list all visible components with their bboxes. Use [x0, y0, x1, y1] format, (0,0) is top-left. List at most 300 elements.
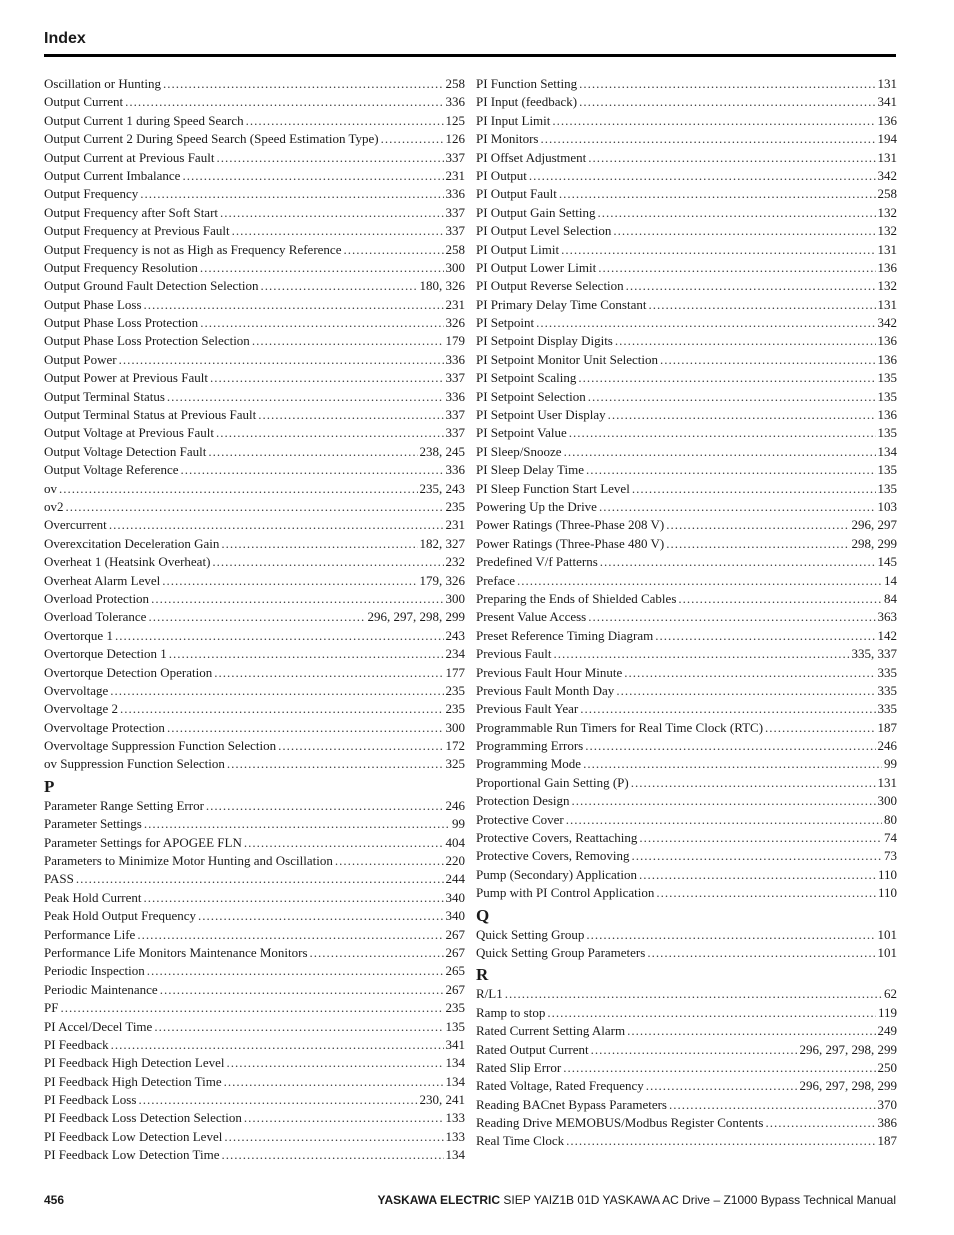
index-term: PI Feedback Low Detection Level: [44, 1128, 223, 1144]
index-entry: [44, 480, 465, 498]
index-entry: [44, 999, 465, 1017]
index-term: Programming Errors: [476, 738, 584, 754]
index-pages: 342: [877, 315, 897, 331]
index-pages: 335: [877, 682, 897, 698]
index-pages: 84: [884, 590, 897, 606]
index-column-right: [476, 75, 897, 1151]
index-pages: 131: [877, 241, 897, 257]
index-term: Rated Voltage, Rated Frequency: [476, 1078, 644, 1094]
index-entry: [44, 277, 465, 295]
leader-dots: [561, 241, 875, 259]
index-entry: [44, 1073, 465, 1091]
leader-dots: [586, 926, 875, 944]
leader-dots: [210, 369, 444, 387]
leader-dots: [140, 185, 443, 203]
leader-dots: [182, 167, 443, 185]
index-entry: [44, 1146, 465, 1164]
leader-dots: [109, 516, 444, 534]
index-entry: [476, 1041, 897, 1059]
index-pages: 179, 326: [419, 572, 465, 588]
index-entry: [476, 700, 897, 718]
leader-dots: [198, 907, 443, 925]
index-term: Previous Fault Year: [476, 701, 579, 717]
index-entry: [476, 944, 897, 962]
index-term: PI Output Reverse Selection: [476, 278, 624, 294]
leader-dots: [167, 388, 444, 406]
index-pages: 235: [445, 498, 465, 514]
index-pages: 132: [877, 204, 897, 220]
leader-dots: [598, 259, 875, 277]
index-term: Output Frequency after Soft Start: [44, 204, 219, 220]
leader-dots: [656, 884, 876, 902]
index-entry: [44, 664, 465, 682]
index-pages: 336: [445, 462, 465, 478]
index-pages: 131: [877, 76, 897, 91]
index-term: Proportional Gain Setting (P): [476, 774, 629, 790]
index-entry: [476, 185, 897, 203]
index-entry: [476, 664, 897, 682]
index-pages: 131: [877, 296, 897, 312]
index-entry: [476, 811, 897, 829]
index-term: Preset Reference Timing Diagram: [476, 627, 654, 643]
footer-doc-info: [378, 1193, 896, 1207]
index-entry: [476, 277, 897, 295]
leader-dots: [224, 1073, 444, 1091]
index-term: Output Phase Loss Protection: [44, 315, 199, 331]
index-term: Peak Hold Output Frequency: [44, 908, 197, 924]
leader-dots: [588, 388, 876, 406]
index-term: Reading BACnet Bypass Parameters: [476, 1096, 667, 1112]
index-term: PI Setpoint Value: [476, 425, 567, 441]
index-pages: 300: [445, 259, 465, 275]
leader-dots: [615, 332, 876, 350]
index-entry: [476, 480, 897, 498]
index-term: PI Feedback High Detection Level: [44, 1055, 225, 1071]
index-entry: [44, 590, 465, 608]
index-term: Output Frequency: [44, 186, 139, 202]
index-pages: 136: [877, 112, 897, 128]
index-pages: 133: [445, 1128, 465, 1144]
index-pages: 182, 327: [419, 535, 465, 551]
index-pages: 326: [445, 315, 465, 331]
leader-dots: [583, 755, 882, 773]
section-letter: Q: [476, 905, 490, 925]
index-term: ov2: [44, 498, 64, 514]
index-term: Protective Cover: [476, 811, 564, 827]
leader-dots: [505, 985, 882, 1003]
index-term: Output Power: [44, 351, 117, 367]
leader-dots: [244, 1109, 444, 1127]
index-term: PI Feedback Low Detection Time: [44, 1147, 220, 1163]
leader-dots: [579, 75, 875, 93]
index-pages: 296, 297: [851, 517, 897, 533]
index-pages: 110: [877, 885, 897, 901]
index-pages: 337: [445, 149, 465, 165]
leader-dots: [138, 1091, 417, 1109]
leader-dots: [660, 351, 876, 369]
index-pages: 235, 243: [419, 480, 465, 496]
index-term: PI Output Gain Setting: [476, 204, 596, 220]
index-term: Power Ratings (Three-Phase 480 V): [476, 535, 665, 551]
leader-dots: [216, 149, 443, 167]
leader-dots: [154, 1018, 443, 1036]
index-pages: 99: [452, 816, 465, 832]
index-pages: 267: [445, 926, 465, 942]
index-term: Overvoltage 2: [44, 701, 119, 717]
leader-dots: [765, 1114, 875, 1132]
index-entry: [44, 443, 465, 461]
index-entry: [44, 314, 465, 332]
leader-dots: [639, 829, 882, 847]
index-entry: [44, 870, 465, 888]
leader-dots: [258, 406, 443, 424]
index-pages: 298, 299: [851, 535, 897, 551]
index-term: PI Feedback Loss Detection Selection: [44, 1110, 242, 1126]
index-term: ov: [44, 480, 57, 496]
index-entry: [476, 1022, 897, 1040]
section-letter: P: [44, 776, 55, 796]
index-pages: 136: [877, 333, 897, 349]
leader-dots: [572, 792, 876, 810]
index-entry: [476, 516, 897, 534]
leader-dots: [578, 369, 875, 387]
index-pages: 337: [445, 407, 465, 423]
index-term: Output Current: [44, 94, 124, 110]
leader-dots: [627, 1022, 875, 1040]
leader-dots: [208, 443, 417, 461]
index-pages: 246: [445, 797, 465, 813]
index-term: Overtorque Detection 1: [44, 646, 167, 662]
index-term: ov Suppression Function Selection: [44, 756, 225, 772]
header-rule: [44, 54, 896, 57]
index-pages: 135: [877, 480, 897, 496]
index-pages: 386: [877, 1115, 897, 1131]
index-term: PI Sleep Delay Time: [476, 462, 584, 478]
leader-dots: [59, 480, 418, 498]
index-term: Real Time Clock: [476, 1133, 565, 1149]
leader-dots: [678, 590, 882, 608]
index-entry: [44, 204, 465, 222]
leader-dots: [144, 815, 450, 833]
index-entry: [476, 682, 897, 700]
index-entry: [44, 889, 465, 907]
index-entry: [44, 815, 465, 833]
index-entry: [476, 351, 897, 369]
index-entry: [476, 1096, 897, 1114]
index-pages: 231: [445, 296, 465, 312]
index-term: Overload Protection: [44, 590, 150, 606]
index-term: Output Phase Loss Protection Selection: [44, 333, 250, 349]
index-entry: [44, 222, 465, 240]
index-pages: 187: [877, 1133, 897, 1149]
index-entry: [476, 866, 897, 884]
index-entry: [44, 962, 465, 980]
index-term: PI Setpoint Selection: [476, 388, 586, 404]
leader-dots: [66, 498, 444, 516]
index-entry: [44, 981, 465, 999]
leader-dots: [260, 277, 417, 295]
index-entry: [44, 351, 465, 369]
leader-dots: [588, 149, 875, 167]
index-term: Overheat 1 (Heatsink Overheat): [44, 554, 211, 570]
index-pages: 232: [445, 554, 465, 570]
index-entry: [44, 944, 465, 962]
index-term: Peak Hold Current: [44, 889, 142, 905]
leader-dots: [600, 553, 876, 571]
index-term: Preface: [476, 572, 515, 588]
index-entry: [476, 792, 897, 810]
index-entry: [476, 222, 897, 240]
leader-dots: [244, 834, 444, 852]
index-pages: 249: [877, 1023, 897, 1039]
index-term: Output Frequency Resolution: [44, 259, 198, 275]
leader-dots: [143, 889, 443, 907]
index-term: Predefined V/f Patterns: [476, 554, 598, 570]
index-term: PI Output Level Selection: [476, 223, 612, 239]
leader-dots: [585, 737, 875, 755]
leader-dots: [666, 535, 849, 553]
index-entry: [44, 93, 465, 111]
index-pages: 342: [877, 167, 897, 183]
index-entry: [44, 1036, 465, 1054]
index-term: Pump (Secondary) Application: [476, 866, 638, 882]
index-entry: [44, 388, 465, 406]
leader-dots: [220, 204, 443, 222]
leader-dots: [647, 944, 875, 962]
leader-dots: [147, 962, 444, 980]
index-entry: [476, 535, 897, 553]
leader-dots: [310, 944, 444, 962]
index-entry: [476, 406, 897, 424]
index-pages: 325: [445, 756, 465, 772]
index-term: Present Value Access: [476, 609, 587, 625]
leader-dots: [278, 737, 443, 755]
index-term: Rated Current Setting Alarm: [476, 1023, 626, 1039]
index-term: Previous Fault Month Day: [476, 682, 615, 698]
leader-dots: [624, 664, 875, 682]
leader-dots: [616, 682, 875, 700]
index-entry: [476, 149, 897, 167]
index-entry: [476, 884, 897, 902]
leader-dots: [563, 1059, 875, 1077]
index-pages: 101: [877, 926, 897, 942]
index-entry: [44, 112, 465, 130]
index-pages: 296, 297, 298, 299: [799, 1041, 897, 1057]
leader-dots: [181, 461, 444, 479]
index-term: PI Feedback Loss: [44, 1092, 137, 1108]
index-entry: [44, 852, 465, 870]
leader-dots: [631, 774, 876, 792]
index-pages: 231: [445, 517, 465, 533]
index-pages: 335: [877, 664, 897, 680]
index-pages: 300: [877, 793, 897, 809]
index-entry: [44, 1054, 465, 1072]
index-term: Parameter Settings: [44, 816, 142, 832]
index-entry: [44, 332, 465, 350]
index-entry: [476, 1004, 897, 1022]
index-pages: 187: [877, 719, 897, 735]
index-pages: 136: [877, 407, 897, 423]
index-term: Rated Output Current: [476, 1041, 589, 1057]
index-term: PI Accel/Decel Time: [44, 1018, 153, 1034]
index-entry: [44, 1109, 465, 1127]
index-pages: 136: [877, 351, 897, 367]
index-entry: [44, 755, 465, 773]
index-entry: [476, 719, 897, 737]
index-term: PF: [44, 1000, 59, 1016]
index-entry: [44, 516, 465, 534]
index-pages: 300: [445, 719, 465, 735]
leader-dots: [227, 755, 444, 773]
index-entry: [44, 406, 465, 424]
index-entry: [476, 847, 897, 865]
index-term: Protective Covers, Removing: [476, 848, 630, 864]
leader-dots: [151, 590, 443, 608]
index-term: PI Output: [476, 167, 527, 183]
index-entry: [44, 608, 465, 626]
index-pages: 244: [445, 871, 465, 887]
leader-dots: [60, 999, 443, 1017]
leader-dots: [221, 1146, 443, 1164]
index-term: PI Feedback: [44, 1036, 109, 1052]
index-pages: 370: [877, 1096, 897, 1112]
index-entry: [476, 204, 897, 222]
index-pages: 126: [445, 131, 465, 147]
index-entry: [476, 443, 897, 461]
leader-dots: [646, 1077, 798, 1095]
leader-dots: [252, 332, 444, 350]
index-entry: [476, 572, 897, 590]
index-term: Periodic Inspection: [44, 963, 145, 979]
leader-dots: [553, 645, 849, 663]
index-pages: 142: [877, 627, 897, 643]
leader-dots: [212, 553, 443, 571]
leader-dots: [648, 296, 875, 314]
leader-dots: [137, 926, 443, 944]
index-pages: 258: [877, 186, 897, 202]
index-entry: [44, 167, 465, 185]
footer-doc-title: SIEP YAIZ1B 01D YASKAWA AC Drive – Z1000 Bypass Technical Manual: [500, 1193, 896, 1207]
index-entry: [476, 774, 897, 792]
index-term: Power Ratings (Three-Phase 208 V): [476, 517, 665, 533]
index-pages: 341: [877, 94, 897, 110]
index-pages: 300: [445, 590, 465, 606]
index-pages: 341: [445, 1036, 465, 1052]
index-pages: 136: [877, 259, 897, 275]
index-pages: 250: [877, 1059, 897, 1075]
index-term: Output Terminal Status: [44, 388, 165, 404]
index-pages: 172: [445, 738, 465, 754]
index-pages: 336: [445, 186, 465, 202]
index-term: Parameter Settings for APOGEE FLN: [44, 834, 242, 850]
index-pages: 337: [445, 425, 465, 441]
index-pages: 132: [877, 223, 897, 239]
index-pages: 337: [445, 370, 465, 386]
index-pages: 243: [445, 627, 465, 643]
index-term: Output Voltage Detection Fault: [44, 443, 207, 459]
index-entry: [476, 608, 897, 626]
leader-dots: [579, 93, 875, 111]
index-term: Overvoltage: [44, 682, 109, 698]
leader-dots: [163, 75, 444, 93]
leader-dots: [115, 627, 444, 645]
index-entry: [476, 1059, 897, 1077]
leader-dots: [655, 627, 875, 645]
index-term: PI Output Lower Limit: [476, 259, 597, 275]
index-term: Powering Up the Drive: [476, 498, 597, 514]
index-term: PI Offset Adjustment: [476, 149, 587, 165]
index-pages: 73: [884, 848, 897, 864]
index-entry: [476, 1114, 897, 1132]
index-entry: [476, 737, 897, 755]
leader-dots: [765, 719, 875, 737]
leader-dots: [148, 608, 365, 626]
index-term: Overtorque Detection Operation: [44, 664, 213, 680]
index-entry: [44, 719, 465, 737]
index-term: Reading Drive MEMOBUS/Modbus Register Contents: [476, 1115, 764, 1131]
index-pages: 135: [877, 388, 897, 404]
index-entry: [476, 755, 897, 773]
index-term: Pump with PI Control Application: [476, 885, 655, 901]
leader-dots: [76, 870, 444, 888]
index-pages: 74: [884, 830, 897, 846]
index-pages: 14: [884, 572, 897, 588]
index-entry: [44, 1018, 465, 1036]
index-entry: [44, 797, 465, 815]
index-term: Output Current Imbalance: [44, 167, 181, 183]
index-term: PI Input (feedback): [476, 94, 578, 110]
index-pages: 267: [445, 981, 465, 997]
index-term: Overexcitation Deceleration Gain: [44, 535, 220, 551]
leader-dots: [216, 424, 444, 442]
index-term: PI Feedback High Detection Time: [44, 1073, 222, 1089]
leader-dots: [540, 130, 875, 148]
index-pages: 234: [445, 646, 465, 662]
index-entry: [476, 590, 897, 608]
index-entry: [476, 259, 897, 277]
index-pages: 340: [445, 889, 465, 905]
index-pages: 340: [445, 908, 465, 924]
index-term: Programmable Run Timers for Real Time Clock (RTC): [476, 719, 764, 735]
leader-dots: [200, 259, 444, 277]
index-term: PI Setpoint Monitor Unit Selection: [476, 351, 658, 367]
leader-dots: [631, 847, 882, 865]
index-entry: [44, 700, 465, 718]
index-pages: 145: [877, 554, 897, 570]
index-pages: 131: [877, 149, 897, 165]
leader-dots: [162, 572, 417, 590]
index-term: Output Phase Loss: [44, 296, 142, 312]
index-term: Ramp to stop: [476, 1004, 546, 1020]
index-pages: 238, 245: [419, 443, 465, 459]
index-entry: [44, 926, 465, 944]
index-pages: 133: [445, 1110, 465, 1126]
leader-dots: [343, 241, 443, 259]
leader-dots: [547, 1004, 876, 1022]
index-entry: [44, 1128, 465, 1146]
leader-dots: [232, 222, 444, 240]
index-pages: 179: [445, 333, 465, 349]
index-term: R/L1: [476, 986, 503, 1002]
index-term: Overcurrent: [44, 517, 107, 533]
index-pages: 267: [445, 944, 465, 960]
index-pages: 80: [884, 811, 897, 827]
index-pages: 336: [445, 94, 465, 110]
index-term: Overvoltage Suppression Function Selection: [44, 738, 277, 754]
page-footer: [44, 1193, 896, 1207]
index-pages: 246: [877, 738, 897, 754]
index-pages: 135: [445, 1018, 465, 1034]
